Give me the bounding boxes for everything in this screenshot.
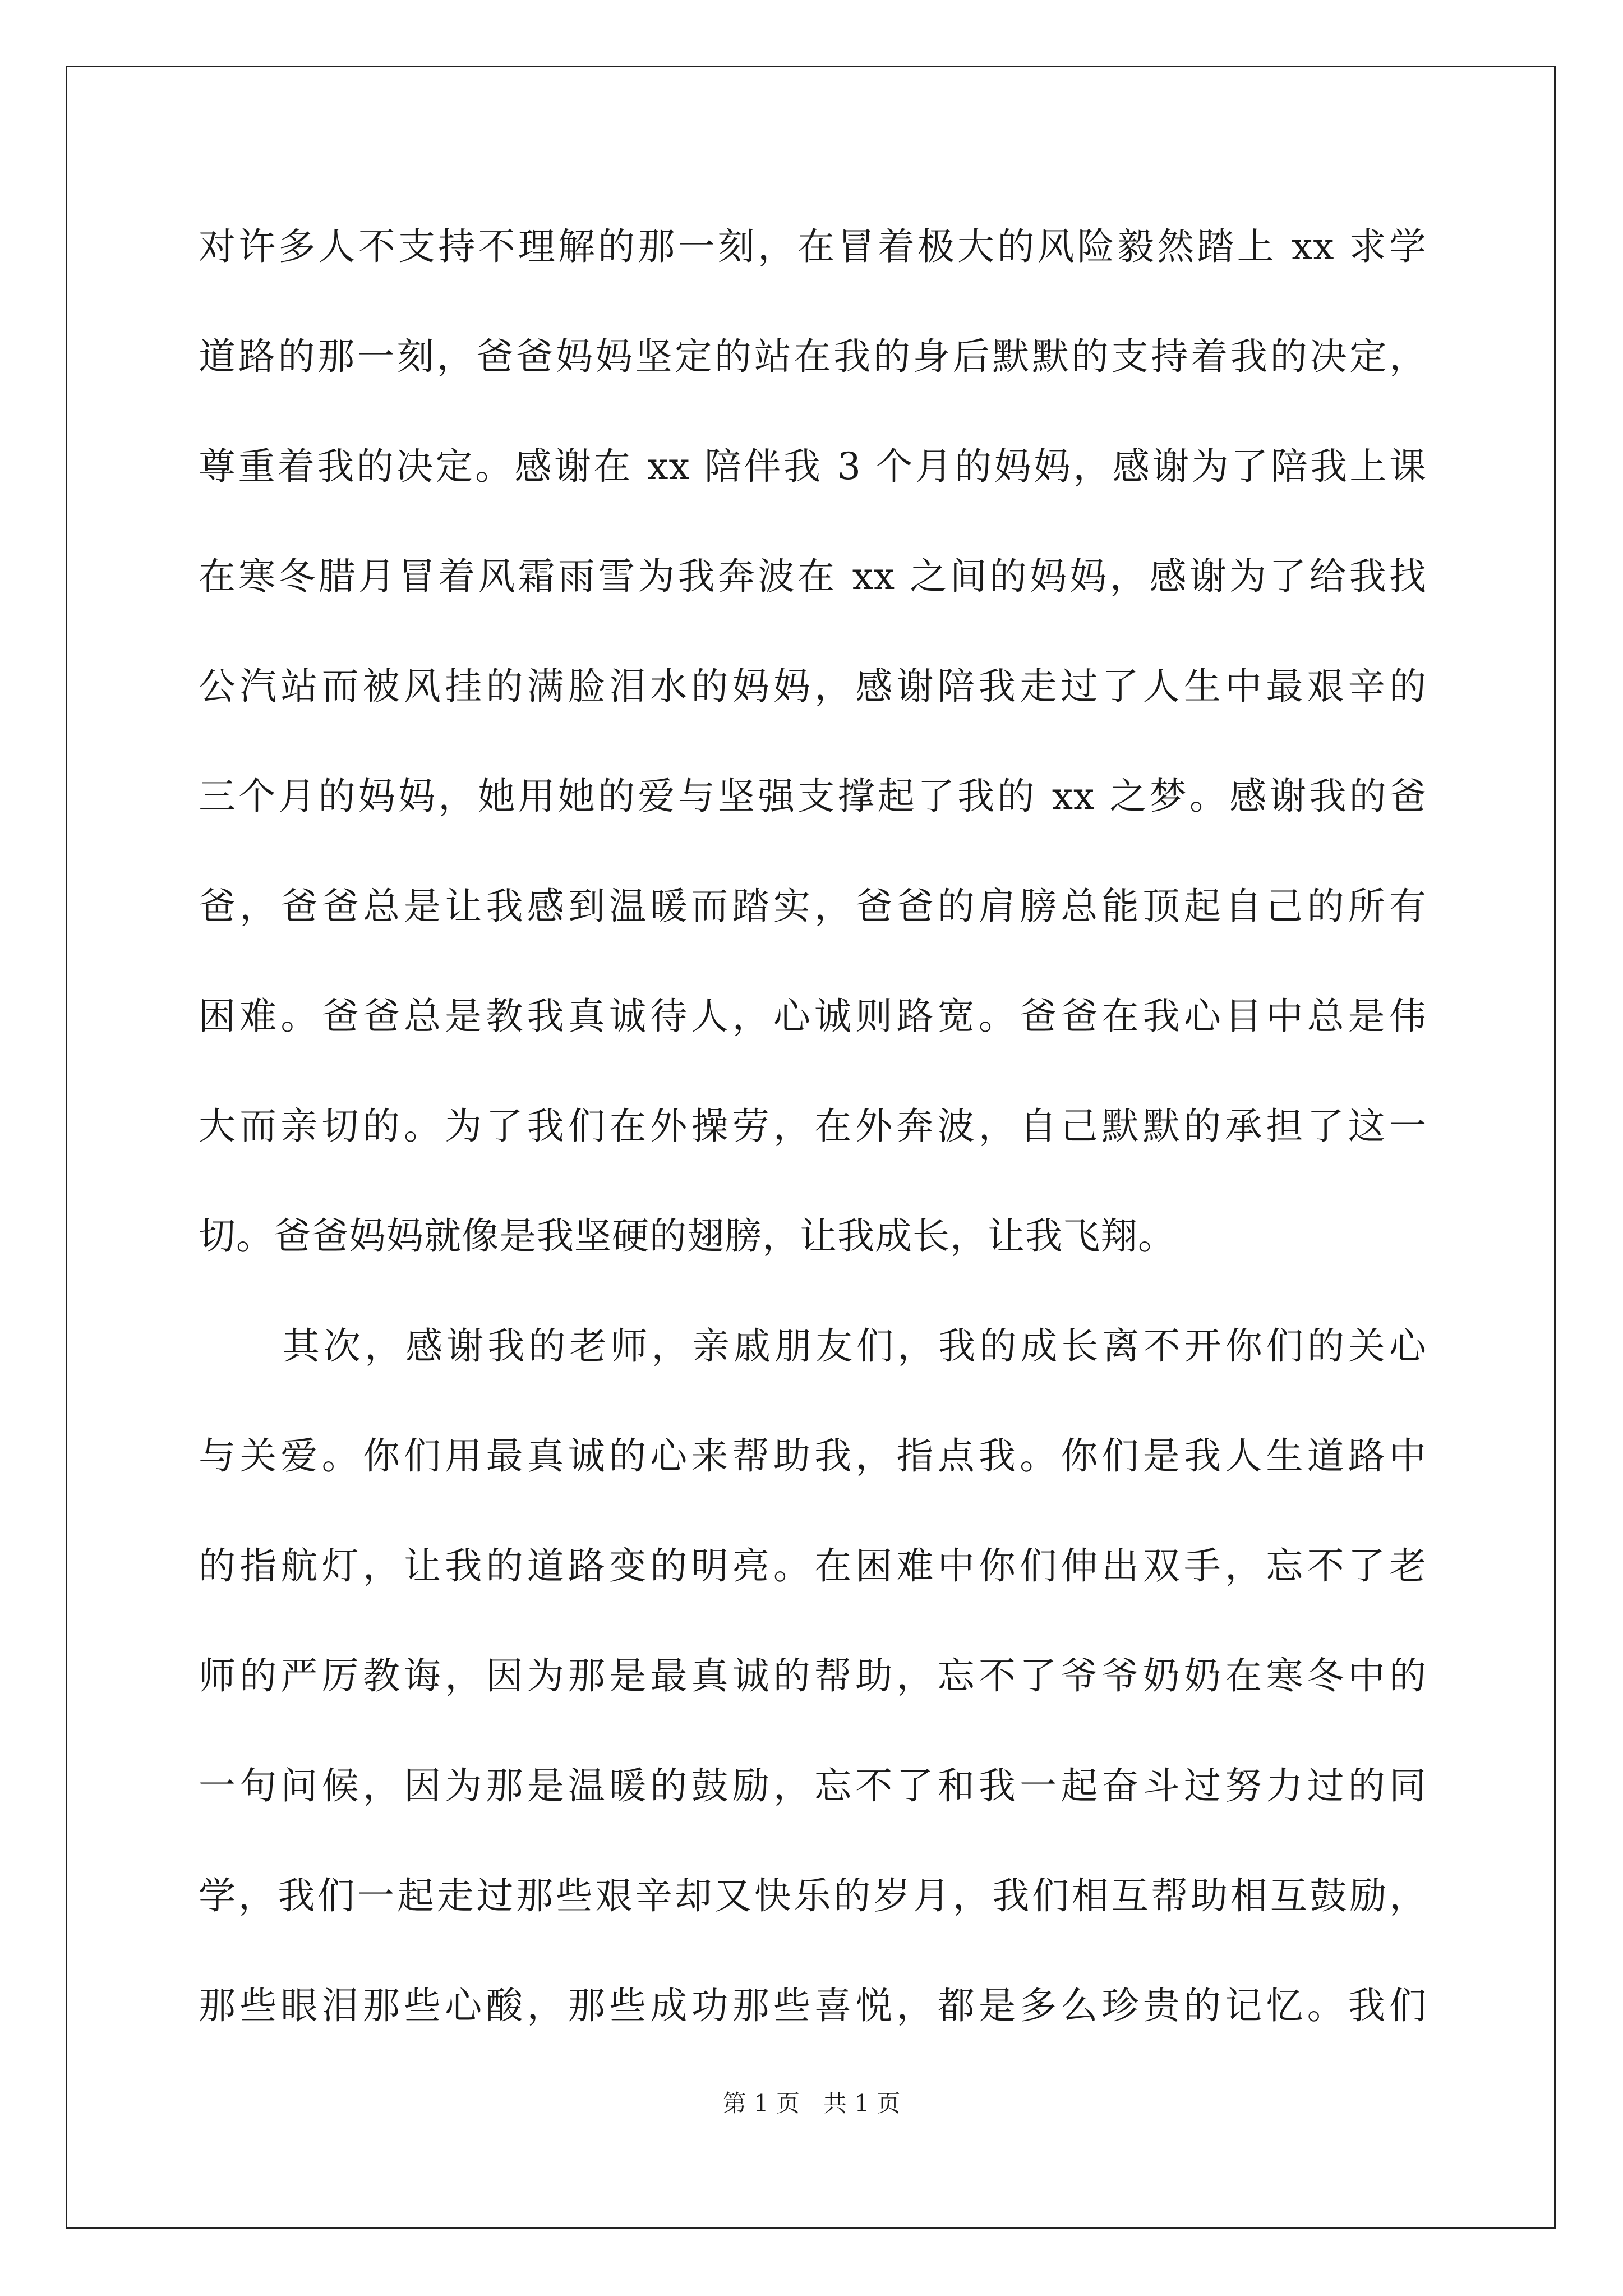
text-line: 困难。爸爸总是教我真诚待人，心诚则路宽。爸爸在我心目中总是伟 bbox=[199, 995, 1427, 1038]
text-line: 一句问候，因为那是温暖的鼓励，忘不了和我一起奋斗过努力过的同 bbox=[199, 1764, 1427, 1807]
text-line: 尊重着我的决定。感谢在 xx 陪伴我 3 个月的妈妈，感谢为了陪我上课 bbox=[199, 445, 1427, 488]
text-line: 与关爱。你们用最真诚的心来帮助我，指点我。你们是我人生道路中 bbox=[199, 1434, 1427, 1478]
text-line: 大而亲切的。为了我们在外操劳，在外奔波，自己默默的承担了这一 bbox=[199, 1105, 1427, 1148]
text-line: 切。爸爸妈妈就像是我坚硬的翅膀，让我成长，让我飞翔。 bbox=[199, 1214, 1175, 1258]
page-footer: 第 1 页 共 1 页 bbox=[722, 2090, 901, 2117]
text-line: 对许多人不支持不理解的那一刻，在冒着极大的风险毅然踏上 xx 求学 bbox=[199, 225, 1427, 268]
text-line: 道路的那一刻，爸爸妈妈坚定的站在我的身后默默的支持着我的决定， bbox=[199, 335, 1427, 378]
text-line: 的指航灯，让我的道路变的明亮。在困难中你们伸出双手，忘不了老 bbox=[199, 1544, 1427, 1588]
text-line: 学，我们一起走过那些艰辛却又快乐的岁月，我们相互帮助相互鼓励， bbox=[199, 1874, 1427, 1917]
paragraph-first-line: 其次，感谢我的老师，亲戚朋友们，我的成长离不开你们的关心 bbox=[283, 1324, 1427, 1368]
text-line: 在寒冬腊月冒着风霜雨雪为我奔波在 xx 之间的妈妈，感谢为了给我找 bbox=[199, 555, 1427, 598]
text-line: 三个月的妈妈，她用她的爱与坚强支撑起了我的 xx 之梦。感谢我的爸 bbox=[199, 775, 1427, 818]
text-line: 公汽站而被风挂的满脸泪水的妈妈，感谢陪我走过了人生中最艰辛的 bbox=[199, 665, 1427, 708]
text-line: 师的严厉教诲，因为那是最真诚的帮助，忘不了爷爷奶奶在寒冬中的 bbox=[199, 1654, 1427, 1697]
text-line: 爸，爸爸总是让我感到温暖而踏实，爸爸的肩膀总能顶起自己的所有 bbox=[199, 885, 1427, 928]
text-line: 那些眼泪那些心酸，那些成功那些喜悦，都是多么珍贵的记忆。我们 bbox=[199, 1984, 1427, 2027]
